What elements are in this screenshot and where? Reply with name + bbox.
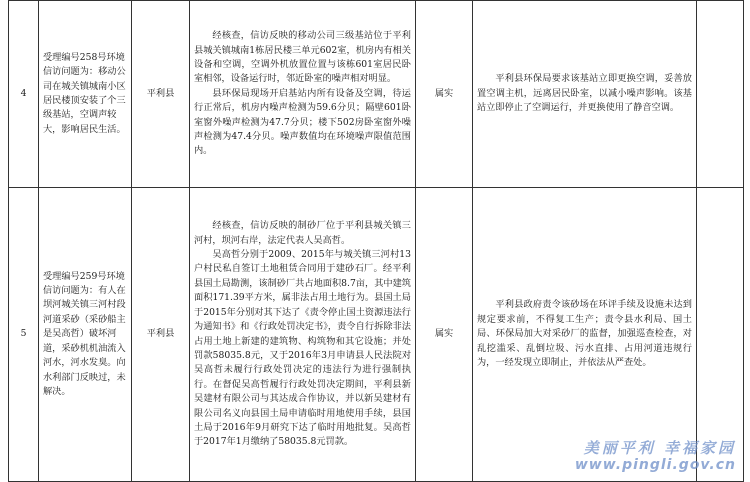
verification-paragraph: 经核查，信访反映的制砂厂位于平利县城关镇三河村，坝河右岸，法定代表人吴高哲。 xyxy=(194,220,411,246)
status-cell: 属实 xyxy=(416,1,473,188)
row-number: 4 xyxy=(9,1,39,188)
verification-cell xyxy=(190,1,416,188)
result-paragraph: 平利县政府责令该砂场在环评手续及设施未达到规定要求前，不得复工生产；责令县水利局、国土局、环保局加大对采砂厂的监督，加强巡查检查，对乱挖滥采、乱倒垃圾、污水直排、占用河道违规行为，一经发现立即制止，并依法从严查处。 xyxy=(477,299,692,369)
complaint-description: 受理编号258号环境信访问题为：移动公司在城关镇城南小区居民楼顶安装了个三级基站，空调声较大，影响居民生活。 xyxy=(39,1,132,188)
status-cell: 属实 xyxy=(416,188,473,482)
watermark-url: www.pingli.gov.cn xyxy=(574,457,736,473)
verification-paragraph: 经核查，信访反映的移动公司三级基站位于平利县城关镇城南1栋居民楼三单元602室，机房内有相关设备和空调，空调外机放置位置与该栋601室居民卧室相邻，设备运行时，邻近卧室的噪声相对明显。 xyxy=(194,30,411,85)
verification-paragraph: 吴高哲分别于2009、2015年与城关镇三河村13户村民私自签订土地租赁合同用于建砂石厂。经平利县国土局勘测，该制砂厂共占地面积8.7亩，其中建筑面积171.39平方米，属非法占用土地行为。县国土局于2015年分别对其下达了《责令停止国土资源违法行为通知书》和《行政处罚决定书》，责令自行拆除非法占用土地上新建的建筑物、构筑物和其它设施；并处罚款58035.8元，又于2016年3月申请县人民法院对吴高哲未履行行政处罚决定的违法行为进行强制执行。在督促吴高哲履行行政处罚决定期间，平利县新吴建材有限公司与其达成合作协议，并以新吴建材有限公司名义向县国土局申请临时用地使用手续，县国土局于2016年9月研究下达了临时用地批复。吴高哲于2017年1月缴纳了58035.8元罚款。 xyxy=(194,249,411,448)
complaint-table xyxy=(8,0,744,482)
table-row xyxy=(9,188,744,482)
result-cell xyxy=(473,188,697,482)
region-cell: 平利县 xyxy=(132,1,190,188)
verification-paragraph: 县环保局现场开启基站内所有设备及空调，待运行正常后，机房内噪声检测为59.6分贝；隔壁601卧室窗外噪声检测为47.7分贝；楼下502房卧室窗外噪声检测为47.4分贝。噪声数值均在环境噪声限值范围内。 xyxy=(194,87,411,157)
verification-cell xyxy=(190,188,416,482)
table-row xyxy=(9,1,744,188)
empty-cell xyxy=(697,1,744,188)
complaint-description: 受理编号259号环境信访问题为：有人在坝河城关镇三河村段河道采砂（采砂船主是吴高哲）破坏河道，采砂机机油流入河水，河水发臭。向水利部门反映过，未解决。 xyxy=(39,188,132,482)
watermark-site-name: 美丽平利 幸福家园 xyxy=(583,439,736,457)
result-cell xyxy=(473,1,697,188)
region-cell: 平利县 xyxy=(132,188,190,482)
result-paragraph: 平利县环保局要求该基站立即更换空调，妥善放置空调主机，远离居民卧室，以减小噪声影响。该基站立即停止了空调运行，并更换使用了静音空调。 xyxy=(477,73,692,114)
empty-cell xyxy=(697,188,744,482)
row-number: 5 xyxy=(9,188,39,482)
